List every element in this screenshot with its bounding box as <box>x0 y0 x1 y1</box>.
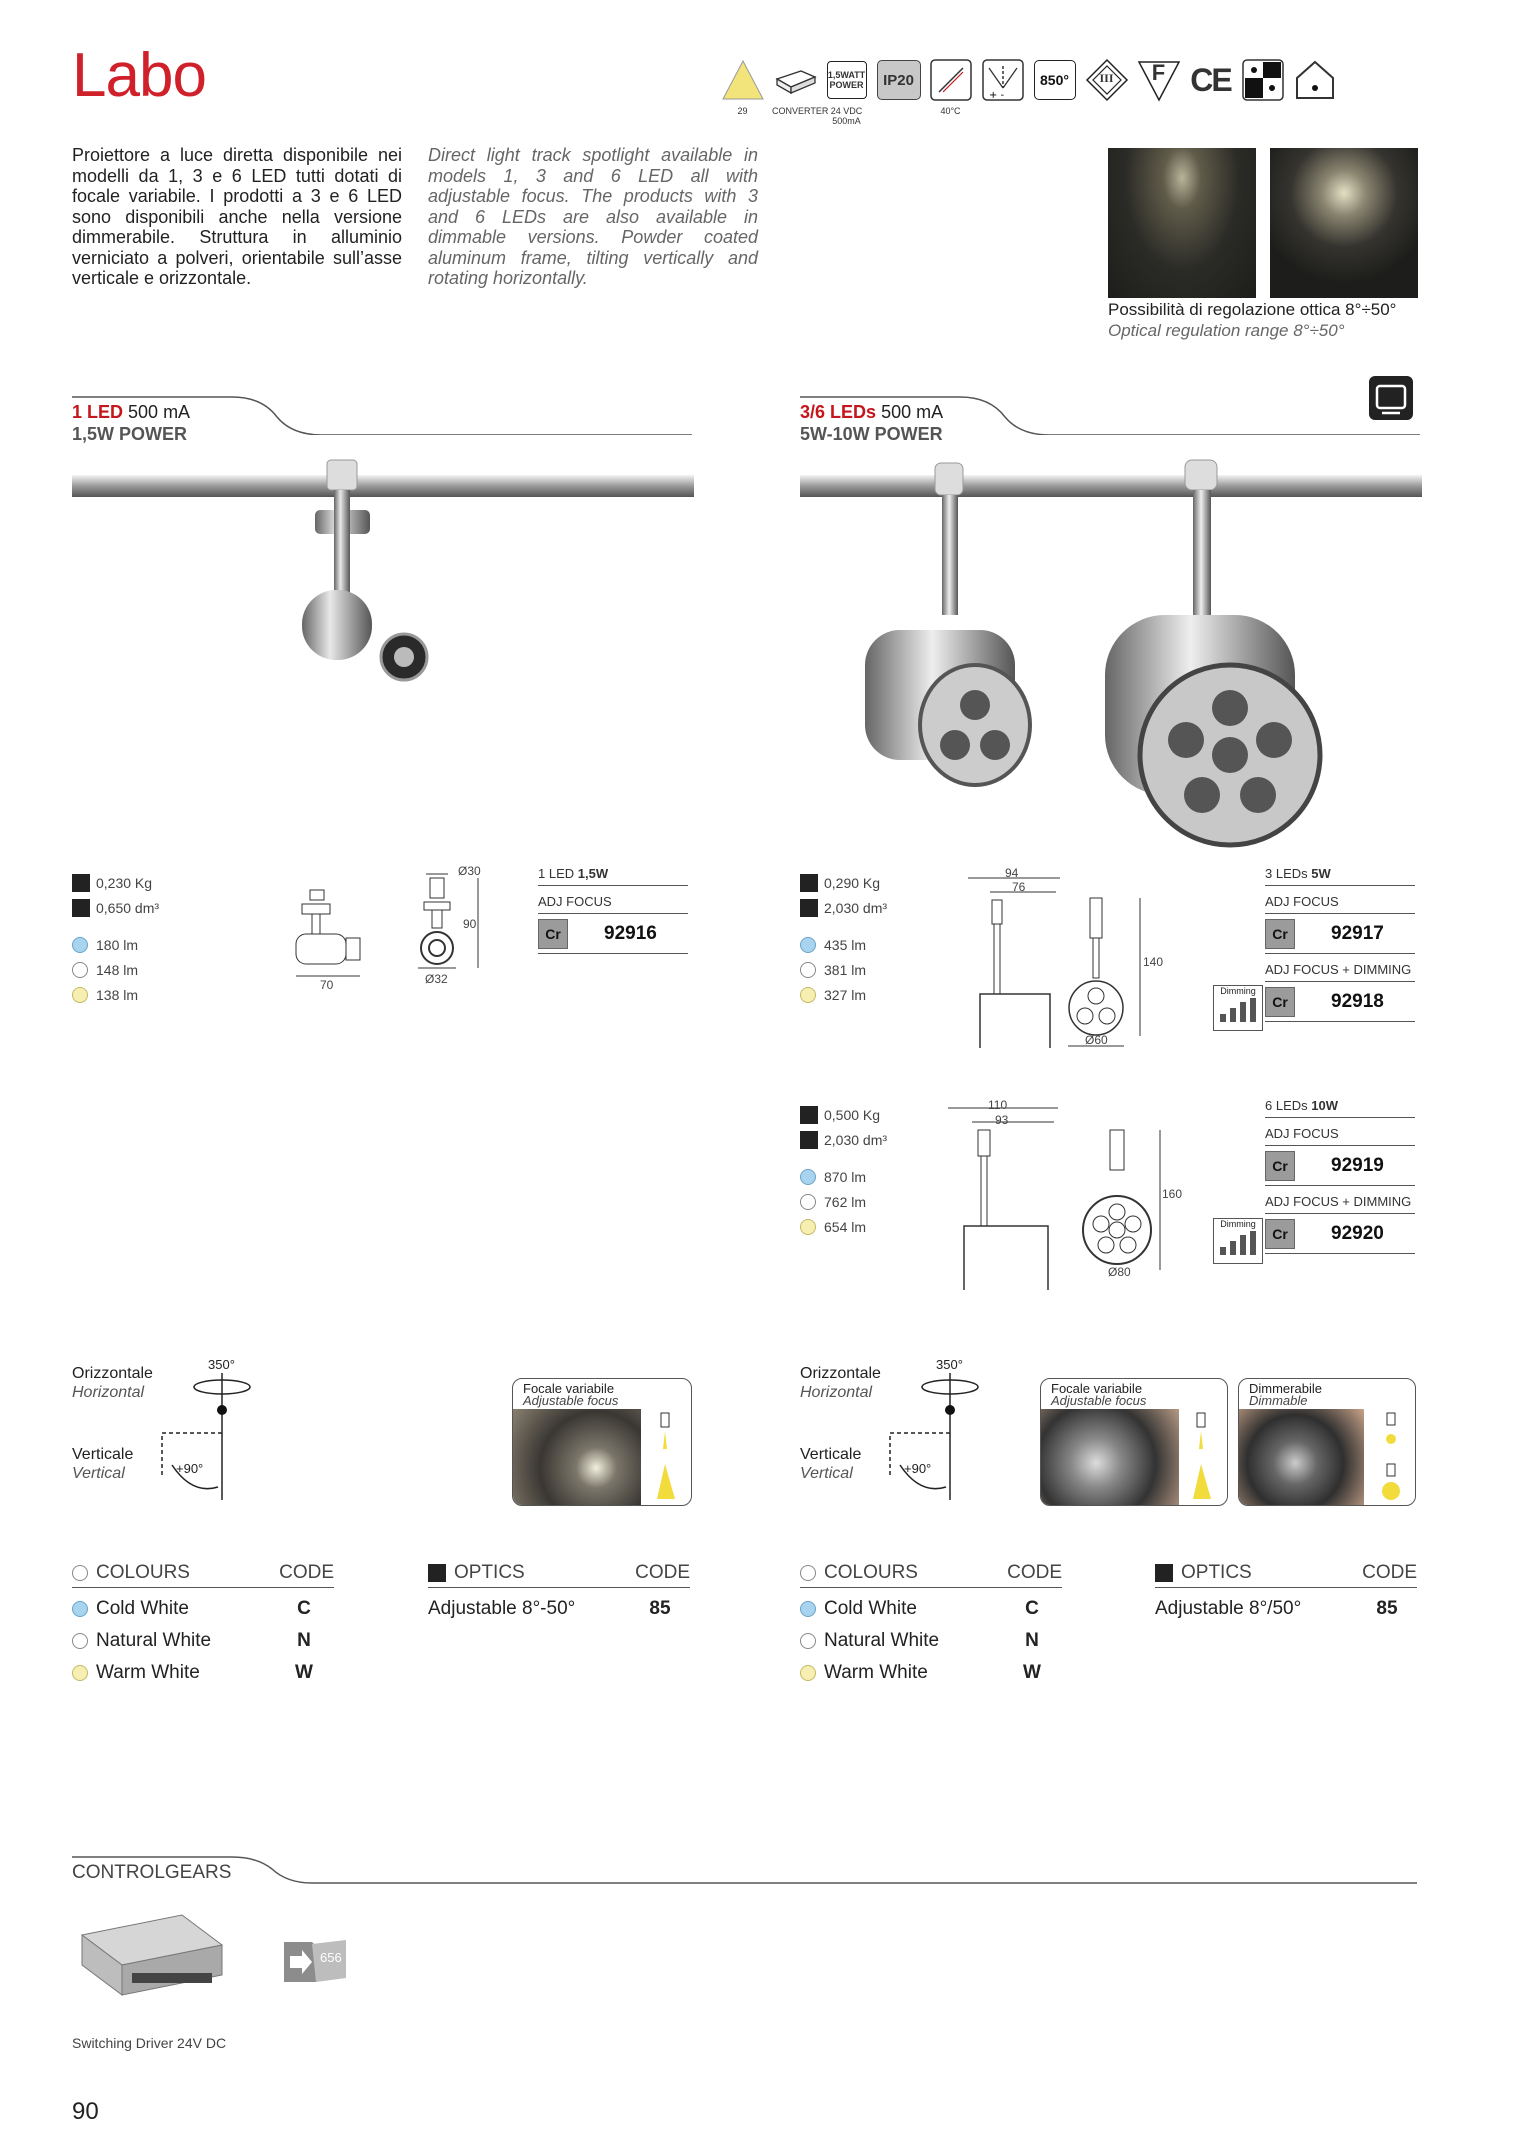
code-row-92919 <box>1265 1146 1415 1186</box>
chrome-finish-badge: Cr <box>1265 1151 1295 1181</box>
lumen-natural: 148 lm <box>96 961 139 978</box>
optics-caption-it: Possibilità di regolazione ottica 8°÷50° <box>1108 300 1397 319</box>
optics-row: Adjustable 8°-50° 85 <box>428 1598 671 1619</box>
lumen-cold: 870 lm <box>824 1168 867 1185</box>
product-code: 92918 <box>1331 990 1384 1012</box>
optics-table-right <box>1155 1562 1417 1620</box>
dim-width-outer: 110 <box>988 1098 1008 1112</box>
svg-text:+ -: + - <box>988 90 1004 101</box>
rotation-diagram-left <box>72 1357 272 1505</box>
controlgears-title: CONTROLGEARS <box>72 1862 232 1883</box>
natural-white-swatch <box>800 962 816 978</box>
right-section-rule <box>800 395 1420 435</box>
lumen-natural: 381 lm <box>824 961 867 978</box>
left-section-rule <box>72 395 692 435</box>
chrome-finish-badge: Cr <box>1265 919 1295 949</box>
colour-row-warm: Warm White W <box>800 1662 1062 1684</box>
vertical-label-en: Vertical <box>72 1465 125 1482</box>
optics-icon <box>428 1564 446 1582</box>
dim-diameter: Ø80 <box>1108 1265 1131 1279</box>
colours-table-right <box>800 1562 1062 1684</box>
page-reference-link[interactable] <box>282 1938 348 1984</box>
left-specs <box>72 870 192 1007</box>
weight-value: 0,500 Kg <box>824 1106 881 1123</box>
volume-value: 0,650 dm³ <box>96 899 160 916</box>
warm-white-swatch <box>800 987 816 1003</box>
description-italian: Proiettore a luce diretta disponibile nei modelli da 1, 3 e 6 LED tutti dotati di focale variabile. I prodotti a 3 e 6 LED sono disponibili anche nella versione dimmerabile. Struttura in alluminio verniciato a polveri, orientabile sull’asse verticale e orizzontale. <box>72 145 402 288</box>
right-code-table-b <box>1265 1098 1415 1254</box>
row-label-adj-focus: ADJ FOCUS <box>1265 1126 1415 1146</box>
product-code: 92917 <box>1331 922 1384 944</box>
weight-value: 0,230 Kg <box>96 874 153 891</box>
volume-icon <box>800 899 818 917</box>
f-mark-icon: F <box>1136 56 1181 106</box>
right-code-table-a <box>1265 866 1415 1022</box>
ip-rating-icon: IP20 <box>876 56 921 106</box>
row-label-adj-focus: ADJ FOCUS <box>1265 894 1415 914</box>
cold-white-swatch <box>800 1169 816 1185</box>
focus-label-en: Adjustable focus <box>523 1393 619 1408</box>
power-badge-icon: 1,5WATT POWER 24 VDC 500mA <box>824 56 869 126</box>
dim-width-inner: 76 <box>1012 880 1026 894</box>
vertical-label-it: Verticale <box>72 1446 134 1463</box>
indoor-house-icon <box>1292 56 1337 106</box>
right-dimension-drawing-b <box>940 1100 1170 1290</box>
weight-icon <box>800 874 818 892</box>
lumen-cold: 180 lm <box>96 936 139 953</box>
warm-white-swatch <box>72 1665 88 1681</box>
page-number: 90 <box>72 2098 99 2125</box>
left-section-subheader: 1,5W POWER <box>72 424 188 444</box>
model-label: 6 LEDs 10W <box>1265 1098 1415 1118</box>
focus-label-it: Focale variabile <box>523 1381 615 1396</box>
lumen-warm: 327 lm <box>824 986 867 1003</box>
row-label-adj-focus-dimming: ADJ FOCUS + DIMMING <box>1265 1194 1415 1214</box>
left-section-header: 1 LED 500 mA <box>72 402 191 422</box>
product-code: 92919 <box>1331 1154 1384 1176</box>
cold-white-swatch <box>800 937 816 953</box>
horizontal-label-en: Horizontal <box>72 1384 145 1401</box>
colour-row-cold: Cold White C <box>72 1598 334 1620</box>
cold-white-swatch <box>72 1601 88 1617</box>
colours-header-icon <box>72 1565 88 1581</box>
driver-caption: Switching Driver 24V DC <box>72 2035 227 2051</box>
certification-icons <box>720 56 1337 126</box>
colour-row-natural: Natural White N <box>800 1630 1062 1652</box>
row-label-adj-focus: ADJ FOCUS <box>538 894 688 914</box>
rotation-arrows-icon <box>152 1365 272 1505</box>
focus-photo <box>1041 1409 1179 1506</box>
controlgears-rule <box>72 1855 1417 1885</box>
left-code-table <box>538 866 688 954</box>
volume-icon <box>72 899 90 917</box>
focus-beam-icon <box>1189 1409 1219 1504</box>
dim-label-it: Dimmerabile <box>1249 1381 1322 1396</box>
right-specs-b <box>800 1102 920 1239</box>
code-row-92920 <box>1265 1214 1415 1254</box>
horizontal-angle: 350° <box>208 1357 235 1372</box>
code-row-92916 <box>538 914 688 954</box>
colours-table-header: COLOURS CODE <box>72 1562 334 1588</box>
right-section-header: 3/6 LEDs 500 mA <box>800 402 944 422</box>
temperature-icon: 40°C <box>928 56 973 116</box>
volume-icon <box>800 1131 818 1149</box>
ce-mark-icon: CE <box>1190 61 1231 98</box>
warm-white-swatch <box>800 1665 816 1681</box>
dim-height: 90 <box>463 917 477 931</box>
lumen-warm: 654 lm <box>824 1218 867 1235</box>
dimming-icon-b: Dimming <box>1213 1218 1263 1264</box>
chrome-finish-badge: Cr <box>1265 1219 1295 1249</box>
page-ref-number: 656 <box>320 1950 342 1965</box>
focus-label-en: Adjustable focus <box>1051 1393 1147 1408</box>
rotation-diagram-right <box>800 1357 1000 1505</box>
horizontal-label-it: Orizzontale <box>72 1365 153 1382</box>
tilt-adjust-icon <box>980 56 1025 106</box>
chrome-finish-badge: Cr <box>1265 987 1295 1017</box>
rotation-arrows-icon <box>880 1365 1000 1505</box>
optics-photo-wide <box>1270 148 1418 298</box>
vertical-angle: +90° <box>904 1461 932 1476</box>
natural-white-swatch <box>800 1633 816 1649</box>
colours-table-header: COLOURS CODE <box>800 1562 1062 1588</box>
code-row-92918 <box>1265 982 1415 1022</box>
model-label: 3 LEDs 5W <box>1265 866 1415 886</box>
lumen-natural: 762 lm <box>824 1193 867 1210</box>
right-dimension-drawing-a <box>960 868 1170 1048</box>
warm-white-swatch <box>800 1219 816 1235</box>
weight-icon <box>800 1106 818 1124</box>
focus-box-right <box>1040 1378 1228 1506</box>
vertical-label-en: Vertical <box>800 1465 853 1482</box>
horizontal-label-it: Orizzontale <box>800 1365 881 1382</box>
optics-icon <box>1155 1564 1173 1582</box>
dim-label-en: Dimmable <box>1249 1393 1308 1408</box>
colours-table-left <box>72 1562 334 1684</box>
dim-length: 70 <box>320 978 334 992</box>
focus-photo <box>513 1409 641 1506</box>
colours-header-icon <box>800 1565 816 1581</box>
vertical-angle: +90° <box>176 1461 204 1476</box>
product-code: 92920 <box>1331 1222 1384 1244</box>
vertical-label-it: Verticale <box>800 1446 862 1463</box>
dim-height: 160 <box>1162 1187 1183 1201</box>
dim-width-outer: 94 <box>1005 866 1019 880</box>
product-image-1led <box>72 455 694 695</box>
warning-triangle-icon: 29 <box>720 56 765 116</box>
focus-box-left <box>512 1378 692 1506</box>
volume-value: 2,030 dm³ <box>824 899 888 916</box>
class-iii-icon: III <box>1084 56 1129 106</box>
optics-row: Adjustable 8°/50° 85 <box>1155 1598 1398 1619</box>
row-label-adj-focus-dimming: ADJ FOCUS + DIMMING <box>1265 962 1415 982</box>
code-row-92917 <box>1265 914 1415 954</box>
natural-white-swatch <box>72 962 88 978</box>
colour-row-cold: Cold White C <box>800 1598 1062 1620</box>
natural-white-swatch <box>800 1194 816 1210</box>
installation-type-icon <box>1240 56 1285 106</box>
colour-row-warm: Warm White W <box>72 1662 334 1684</box>
horizontal-label-en: Horizontal <box>800 1384 873 1401</box>
right-section-subheader: 5W-10W POWER <box>800 424 943 444</box>
optics-table-header: OPTICS CODE <box>1155 1562 1417 1588</box>
focus-beam-icon <box>653 1409 683 1504</box>
product-code: 92916 <box>604 922 657 944</box>
natural-white-swatch <box>72 1633 88 1649</box>
right-specs-a <box>800 870 920 1007</box>
description-english: Direct light track spotlight available in models 1, 3 and 6 LED all with adjustable focus. The products with 3 and 6 LEDs are also available in dimmable versions. Powder coated aluminum frame, tilting vertically and rotating horizontally. <box>428 145 758 288</box>
model-label: 1 LED 1,5W <box>538 866 688 886</box>
dim-width-inner: 93 <box>995 1113 1009 1127</box>
cold-white-swatch <box>800 1601 816 1617</box>
optics-table-header: OPTICS CODE <box>428 1562 690 1588</box>
optics-photo-narrow <box>1108 148 1256 298</box>
cold-white-swatch <box>72 937 88 953</box>
chrome-finish-badge: Cr <box>538 919 568 949</box>
optics-table-left <box>428 1562 690 1620</box>
glow-wire-icon: 850° <box>1032 56 1077 106</box>
volume-value: 2,030 dm³ <box>824 1131 888 1148</box>
weight-icon <box>72 874 90 892</box>
driver-included-icon <box>1368 375 1414 421</box>
dim-beam-icon <box>1377 1409 1409 1504</box>
dim-diameter-bottom: Ø32 <box>425 972 448 986</box>
dimming-icon-a: Dimming <box>1213 985 1263 1031</box>
colour-row-natural: Natural White N <box>72 1630 334 1652</box>
focus-label-it: Focale variabile <box>1051 1381 1143 1396</box>
dim-diameter-top: Ø30 <box>458 864 481 878</box>
switching-driver-image <box>72 1905 232 2005</box>
dim-diameter: Ø60 <box>1085 1033 1108 1047</box>
page-title: Labo <box>72 41 206 110</box>
dim-box-right <box>1238 1378 1416 1506</box>
dim-height: 140 <box>1143 955 1164 969</box>
horizontal-angle: 350° <box>936 1357 963 1372</box>
converter-icon: CONVERTER <box>772 56 817 116</box>
optics-caption-en: Optical regulation range 8°÷50° <box>1108 321 1345 340</box>
dim-photo <box>1239 1409 1364 1506</box>
product-image-3-6led <box>800 455 1422 855</box>
lumen-warm: 138 lm <box>96 986 139 1003</box>
lumen-cold: 435 lm <box>824 936 867 953</box>
weight-value: 0,290 Kg <box>824 874 881 891</box>
warm-white-swatch <box>72 987 88 1003</box>
